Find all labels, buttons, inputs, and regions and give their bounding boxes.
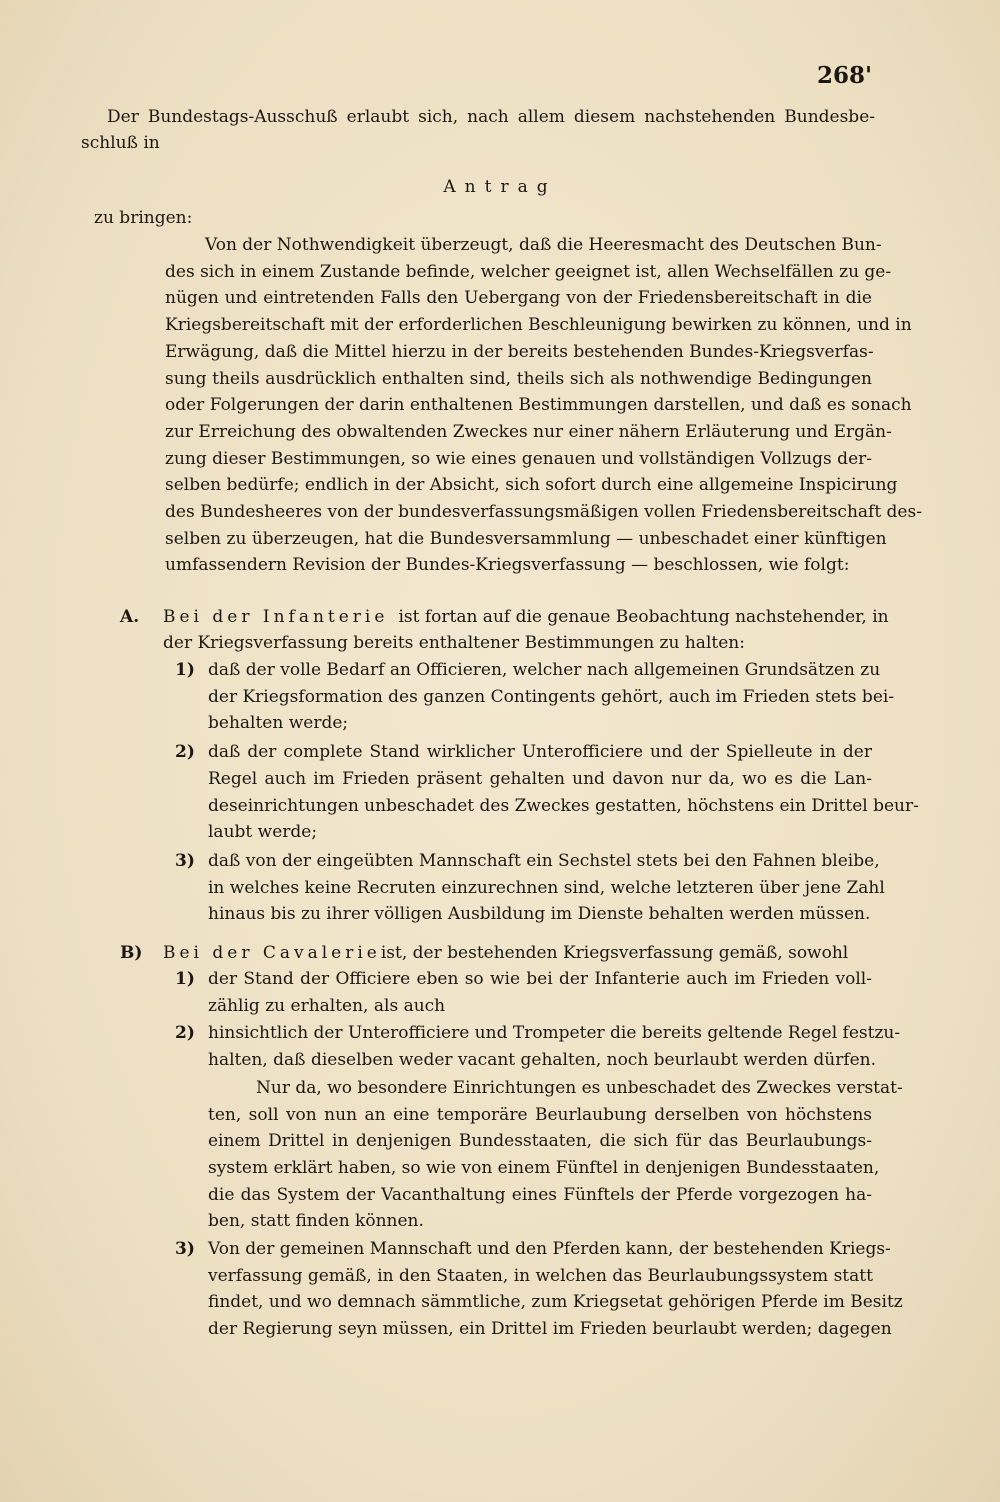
item-line: Regel auch im Frieden präsent gehalten und davon nur da, wo es die Lan-	[208, 769, 872, 789]
paragraph-line: oder Folgerungen der darin enthaltenen Bestimmungen darstellen, und daß es sonach	[165, 395, 912, 415]
section-a-first-line	[163, 604, 889, 630]
item-line: daß von der eingeübten Mannschaft ein Sechstel stets bei den Fahnen bleibe,	[208, 851, 880, 871]
item-number: 3)	[175, 1239, 195, 1259]
intro-line: schluß in	[81, 133, 160, 153]
paragraph-line: Von der Nothwendigkeit überzeugt, daß die Heeresmacht des Deutschen Bun-	[205, 235, 882, 255]
item-line: einem Drittel in denjenigen Bundesstaaten, die sich für das Beurlaubungs-	[208, 1131, 872, 1151]
section-b-lead: Bei der Cavalerie	[163, 943, 381, 963]
item-line: der Stand der Officiere eben so wie bei der Infanterie auch im Frieden voll-	[208, 969, 872, 989]
item-number: 1)	[175, 660, 195, 680]
paragraph-line: Erwägung, daß die Mittel hierzu in der bereits bestehenden Bundes-Kriegsverfas-	[165, 342, 874, 362]
heading: Antrag	[443, 177, 557, 197]
paragraph-line: Kriegsbereitschaft mit der erforderlichen Beschleunigung bewirken zu können, und in	[165, 315, 912, 335]
item-line: verfassung gemäß, in den Staaten, in welchen das Beurlaubungssystem statt	[208, 1266, 873, 1286]
item-number: 2)	[175, 1023, 195, 1043]
item-line: hinaus bis zu ihrer völligen Ausbildung im Dienste behalten werden müssen.	[208, 904, 871, 924]
item-line: die das System der Vacanthaltung eines Fünftels der Pferde vorgezogen ha-	[208, 1185, 872, 1205]
item-line: Von der gemeinen Mannschaft und den Pferden kann, der bestehenden Kriegs-	[208, 1239, 891, 1259]
item-line: hinsichtlich der Unterofficiere und Trompeter die bereits geltende Regel festzu-	[208, 1023, 901, 1043]
item-line: daß der volle Bedarf an Officieren, welcher nach allgemeinen Grundsätzen zu	[208, 660, 881, 680]
section-a-text: ist fortan auf die genaue Beobachtung nachstehender, in	[398, 607, 889, 627]
item-line: laubt werde;	[208, 822, 318, 842]
item-line: findet, und wo demnach sämmtliche, zum Kriegsetat gehörigen Pferde im Besitz	[208, 1292, 903, 1312]
item-line: ten, soll von nun an eine temporäre Beurlaubung derselben von höchstens	[208, 1105, 872, 1125]
paragraph-line: selben zu überzeugen, hat die Bundesversammlung — unbeschadet einer künftigen	[165, 529, 887, 549]
paragraph-line: selben bedürfe; endlich in der Absicht, sich sofort durch eine allgemeine Inspicirung	[165, 475, 898, 495]
item-line: in welches keine Recruten einzurechnen sind, welche letzteren über jene Zahl	[208, 878, 885, 898]
item-line: der Regierung seyn müssen, ein Drittel im Frieden beurlaubt werden; dagegen	[208, 1319, 892, 1339]
section-a-line: der Kriegsverfassung bereits enthaltener Bestimmungen zu halten:	[163, 633, 745, 653]
section-a-lead: Bei der Infanterie	[163, 607, 389, 627]
item-line: daß der complete Stand wirklicher Unterofficiere und der Spielleute in der	[208, 742, 872, 762]
item-number: 1)	[175, 969, 195, 989]
section-b-text: ist, der bestehenden Kriegsverfassung gemäß, sowohl	[380, 943, 849, 963]
paragraph-line: sung theils ausdrücklich enthalten sind, theils sich als nothwendige Bedingungen	[165, 369, 872, 389]
page-number: 268'	[816, 62, 872, 89]
item-line: Nur da, wo besondere Einrichtungen es unbeschadet des Zweckes verstat-	[256, 1078, 903, 1098]
intro-line: Der Bundestags-Ausschuß erlaubt sich, nach allem diesem nachstehenden Bundesbe-	[107, 107, 875, 127]
paragraph-line: zung dieser Bestimmungen, so wie eines genauen und vollständigen Vollzugs der-	[165, 449, 872, 469]
section-a-marker: A.	[120, 607, 140, 627]
section-b-first-line	[163, 940, 848, 966]
item-line: system erklärt haben, so wie von einem Fünftel in denjenigen Bundesstaaten,	[208, 1158, 880, 1178]
section-b-marker: B)	[120, 943, 143, 963]
paragraph-line: nügen und eintretenden Falls den Uebergang von der Friedensbereitschaft in die	[165, 288, 872, 308]
item-number: 3)	[175, 851, 195, 871]
item-line: der Kriegsformation des ganzen Contingents gehört, auch im Frieden stets bei-	[208, 687, 895, 707]
item-line: zählig zu erhalten, als auch	[208, 996, 446, 1016]
paragraph-line: zur Erreichung des obwaltenden Zweckes nur einer nähern Erläuterung und Ergän-	[165, 422, 892, 442]
paragraph-line: des Bundesheeres von der bundesverfassungsmäßigen vollen Friedensbereitschaft des-	[165, 502, 922, 522]
bring-label: zu bringen:	[94, 208, 193, 228]
item-line: ben, statt finden können.	[208, 1211, 424, 1231]
item-line: halten, daß dieselben weder vacant gehalten, noch beurlaubt werden dürfen.	[208, 1050, 877, 1070]
item-number: 2)	[175, 742, 195, 762]
paragraph-line: umfassendern Revision der Bundes-Kriegsverfassung — beschlossen, wie folgt:	[165, 555, 850, 575]
item-line: deseinrichtungen unbeschadet des Zweckes gestatten, höchstens ein Drittel beur-	[208, 796, 919, 816]
paragraph-line: des sich in einem Zustande befinde, welcher geeignet ist, allen Wechselfällen zu ge-	[165, 262, 892, 282]
item-line: behalten werde;	[208, 713, 349, 733]
